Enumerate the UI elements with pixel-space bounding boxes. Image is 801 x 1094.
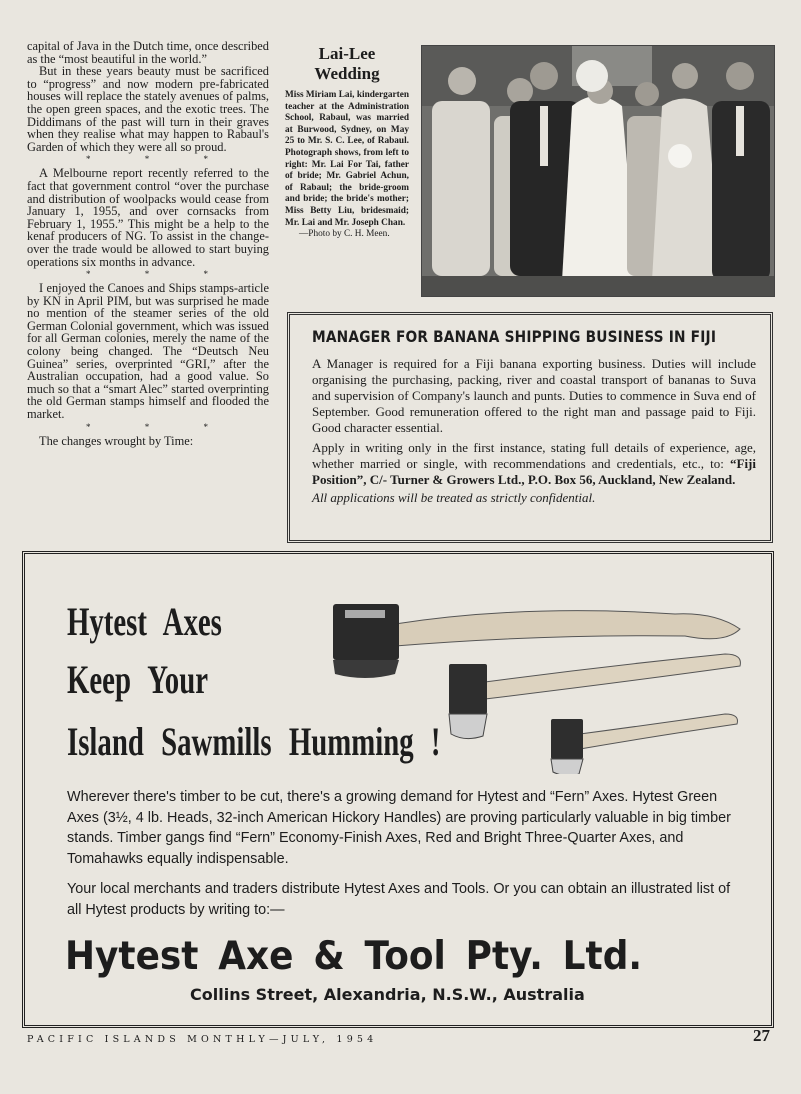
wedding-title: Lai-Lee Wedding (314, 44, 380, 83)
wedding-caption-body: Miss Miriam Lai, kindergarten teacher at the Administration School, Rabaul, was married at Burwood, Sydney, on May 25 to Mr. S. C. Lee, of Rabaul. Photograph shows, from left to right: Mr. Lai For Tai, father of bride; Mr. Gabriel Achun, of Rabaul; the bride-groom and bride; the bride's mother; Miss Betty Liu, bridesmaid; Mr. Lai and Mr. Joseph Chan. (285, 90, 409, 228)
job-ad-address: “Fiji Position”, C/- Turner & Growers Ltd., P.O. Box 56, Auckland, New Zealand. (312, 456, 756, 487)
ad-headline-line-1: Hytest Axes (67, 599, 222, 644)
article-paragraph: I enjoyed the Canoes and Ships stamps-article by KN in April PIM, but was surprised he made no mention of the steamer series of the old German Colonial government, which was issued for all German colonies, merely the name of the colony being changed. The “Deutsch Neu Guinea” series, overprinted “GRI,” after the Australian occupation, had a good value. So much so that a “smart Alec” started overprinting the old German stamps himself and flooded the market. (27, 281, 269, 422)
page-number: 27 (753, 1026, 770, 1045)
left-column-article (27, 40, 269, 447)
ad-body-paragraph-2: Your local merchants and traders distribute Hytest Axes and Tools. Or you can obtain an illustrated list of all Hytest products by writing to:— (67, 881, 731, 918)
ad-headline-line-2: Keep Your (67, 657, 209, 702)
company-address: Collins Street, Alexandria, N.S.W., Australia (190, 985, 585, 1004)
ad-body-paragraph-1: Wherever there's timber to be cut, there's a growing demand for Hytest and “Fern” Axes. Hytest Green Axes (3½, 4 lb. Heads, 32-inch American Hickory Handles) are proving particularly valuable in big timber stands. Timber gangs find “Fern” Economy-Finish Axes, Red and Bright Three-Quarter Axes, and Tomahawks equally indispensable. (67, 789, 731, 867)
job-ad-heading: MANAGER FOR BANANA SHIPPING BUSINESS IN FIJI (312, 327, 717, 346)
company-name: Hytest Axe & Tool Pty. Ltd. (65, 934, 643, 979)
hytest-axes-advertisement (22, 551, 774, 1028)
wedding-caption-text (285, 90, 409, 229)
section-separator: * * * (86, 421, 234, 432)
ad-body-text (67, 787, 747, 920)
job-ad-body: A Manager is required for a Fiji banana exporting business. Duties will include organising the purchasing, packing, river and coastal transport of bananas to Suva and supervision of Company's launch and punts. Duties to commence in Suva end of September. Good remuneration offered to the right man and passage paid to Fiji. Good character essential. (312, 356, 756, 435)
photo-credit: —Photo by C. H. Meen. (299, 229, 390, 240)
article-paragraph: A Melbourne report recently referred to the fact that government control “over the purchase and distribution of woolpacks would cease from January 1, 1955, and over cornsacks from February 1, 1955.” This might be a help to the kenaf producers of NG. To assist in the change-over the trade would be allowed to start buying operations six months in advance. (27, 166, 269, 269)
manager-job-advertisement (287, 312, 773, 543)
section-separator: * * * (86, 154, 234, 165)
wedding-photo (421, 45, 775, 297)
article-paragraph: capital of Java in the Dutch time, once described as the “most beautiful in the world.” (27, 39, 269, 66)
job-ad-apply (312, 440, 756, 488)
section-separator: * * * (86, 269, 234, 280)
job-ad-confidential: All applications will be treated as strictly confidential. (312, 490, 596, 505)
axe-illustration (325, 574, 745, 774)
article-paragraph: The changes wrought by Time: (39, 433, 194, 448)
job-ad-apply-text: Apply in writing only in the first instance, stating full details of experience, age, whether married or single, with recommendations and credentials, etc., to: (312, 440, 756, 471)
ad-headline-line-3: Island Sawmills Humming ! (67, 719, 441, 764)
wedding-caption-block (285, 44, 409, 241)
page-footer: PACIFIC ISLANDS MONTHLY—JULY, 1954 (27, 1034, 378, 1045)
article-paragraph: But in these years beauty must be sacrificed to “progress” and now modern pre-fabricated houses will replace the stately avenues of palms, the open green spaces, and the exotic trees. The Diddimans of the past will turn in their graves when they realise what may happen to Rabaul's Garden of which they were all so proud. (27, 64, 269, 154)
